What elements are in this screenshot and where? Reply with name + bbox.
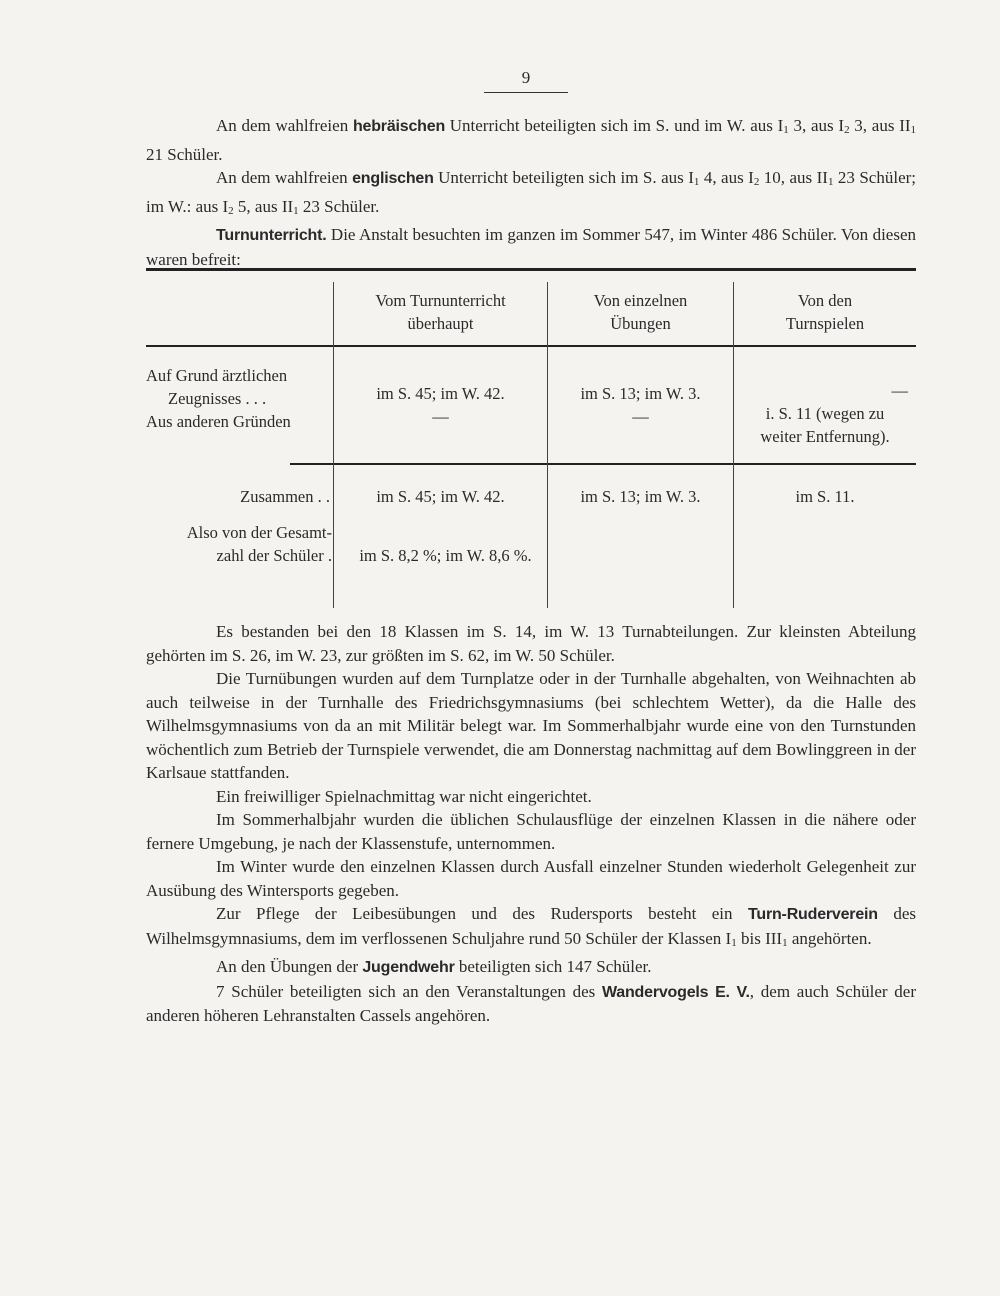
row-label-total: Zusammen . . <box>240 487 330 506</box>
keyword-english: englischen <box>352 170 434 187</box>
text-run: Unterricht beteiligten sich im S. und im W. aus I <box>445 116 784 135</box>
paragraph-turnabteilungen: Es bestanden bei den 18 Klassen im S. 14, im W. 13 Turnabteilungen. Zur kleinsten Abteilung gehörten im S. 26, im W. 23, zur größten im S. 62, im W. 50 Schüler. <box>146 622 916 665</box>
text-run: 4, aus I <box>699 168 754 187</box>
text-run: Unterricht beteiligten sich im S. aus I <box>433 168 694 187</box>
table-cell: im S. 45; im W. 42. <box>376 487 505 506</box>
subscript: 1 <box>783 124 789 136</box>
text-run: 21 Schüler. <box>146 144 223 164</box>
paragraph-turnuebungen: Die Turnübungen wurden auf dem Turnplatze oder in der Turnhalle abgehalten, von Weihnachten ab auch teilweise in der Turnhalle des Friedrichsgymnasiums (bei schlechtem Wetter), da die Halle des Wilhelmsgymnasiums von da an mit Militär belegt war. Im Sommerhalbjahr wurde eine von den Turnstunden wöchentlich zum Betrieb der Turnspiele verwendet, die am Donnerstag nachmittag auf dem Bowlinggreen in der Karlsaue stattfanden. <box>146 669 916 782</box>
text-run: 23 Schüler; im W.: aus I <box>146 168 917 216</box>
cell-line: weiter Entfernung). <box>760 427 890 446</box>
header-line: Turnspielen <box>785 314 865 333</box>
intro-paragraph-english <box>146 166 916 223</box>
table-cell: im S. 8,2 %; im W. 8,6 %. <box>359 546 532 565</box>
text-run: An den Übungen der <box>216 957 363 976</box>
page-number: 9 <box>521 68 531 87</box>
paragraph-schulausfluege: Im Sommerhalbjahr wurden die üblichen Schulausflüge der einzelnen Klassen in die nähere oder fernere Umgebung, je nach der Klassenstufe, unternommen. <box>146 810 916 853</box>
subscript: 2 <box>844 124 850 136</box>
table-top-rule <box>146 268 916 271</box>
body-text <box>146 620 916 1028</box>
table-cell: im S. 11. <box>795 487 855 506</box>
header-line: Von den <box>797 291 853 310</box>
paragraph-ruderverein <box>146 902 916 955</box>
subscript: 1 <box>731 936 737 949</box>
keyword-turnunterricht: Turnunterricht. <box>216 227 327 244</box>
text-run: bis III <box>736 928 783 948</box>
text-run: An dem wahlfreien <box>216 168 353 187</box>
cell-line: — <box>632 407 649 426</box>
table-header-cell <box>334 289 547 335</box>
header-line: Vom Turnunterricht <box>375 291 506 310</box>
subscript: 2 <box>228 204 234 217</box>
header-line: Übungen <box>610 314 671 333</box>
cell-line: im S. 13; im W. 3. <box>580 384 701 403</box>
subscript: 1 <box>293 204 299 217</box>
table-header-cell <box>734 289 916 335</box>
label-line: Aus anderen Gründen <box>146 412 291 431</box>
text-run: des Wilhelmsgymnasiums, dem im verflossenen Schuljahre rund 50 Schüler der Klassen I <box>146 904 916 948</box>
paragraph-jugendwehr <box>146 955 916 980</box>
table-cell: im S. 13; im W. 3. <box>580 487 701 506</box>
table-header-cell <box>548 289 733 335</box>
intro-text <box>146 114 916 271</box>
subscript: 1 <box>693 176 700 188</box>
text-run: angehörten. <box>787 928 872 948</box>
table-cell <box>734 379 916 448</box>
text-run: , dem auch Schüler der anderen höheren Lehranstalten Cassels angehören. <box>146 981 916 1025</box>
text-run: 3, aus I <box>788 116 845 135</box>
page-number-rule <box>484 92 568 93</box>
cell-line: im S. 45; im W. 42. <box>376 384 505 403</box>
subscript: 2 <box>753 176 760 188</box>
paragraph-wandervogel <box>146 980 916 1028</box>
cell-line: — <box>432 407 449 426</box>
paragraph-spielnachmittag: Ein freiwilliger Spielnachmittag war nicht eingerichtet. <box>216 786 592 806</box>
intro-paragraph-turnunterricht <box>146 223 916 271</box>
subscript: 1 <box>782 936 788 949</box>
label-line: Auf Grund ärztlichen <box>146 366 288 385</box>
header-line: überhaupt <box>407 314 474 333</box>
paragraph-wintersport: Im Winter wurde den einzelnen Klassen durch Ausfall einzelner Stunden wiederholt Gelegenheit zur Ausübung des Wintersports gegeben. <box>146 857 916 900</box>
intro-paragraph-hebrew <box>146 114 916 166</box>
text-run: 3, aus II <box>849 116 911 135</box>
row-label-percent <box>146 521 332 567</box>
table-sum-rule <box>290 463 916 465</box>
keyword-jugendwehr: Jugendwehr <box>362 959 455 976</box>
label-line: Also von der Gesamt- <box>186 523 332 542</box>
text-run: An dem wahlfreien <box>216 116 353 135</box>
keyword-ruderverein: Turn-Ruderverein <box>748 906 878 923</box>
header-line: Von einzelnen <box>593 291 688 310</box>
label-line: Zeugnisses . . . <box>168 389 267 408</box>
cell-line: — <box>891 381 908 400</box>
label-line: zahl der Schüler . <box>216 546 332 565</box>
table-header-rule <box>146 345 916 347</box>
text-run: Zur Pflege der Leibesübungen und des Rudersports besteht ein <box>216 904 748 923</box>
text-run: 10, aus II <box>759 168 828 187</box>
table-cell <box>334 382 547 428</box>
table-cell <box>548 382 733 428</box>
row-label <box>146 364 332 433</box>
text-run: 5, aus II <box>233 196 294 216</box>
text-run: 7 Schüler beteiligten sich an den Veranstaltungen des <box>216 981 602 1001</box>
text-run: Die Anstalt besuchten im ganzen im Sommer 547, im Winter 486 Schüler. Von diesen waren befreit: <box>146 225 916 269</box>
keyword-wandervogel: Wandervogels E. V. <box>601 983 750 1001</box>
subscript: 1 <box>910 124 917 136</box>
keyword-hebrew: hebräischen <box>352 118 446 135</box>
cell-line: i. S. 11 (wegen zu <box>765 404 885 423</box>
text-run: beteiligten sich 147 Schüler. <box>454 957 652 976</box>
text-run: 23 Schüler. <box>298 196 380 216</box>
subscript: 1 <box>827 176 834 188</box>
